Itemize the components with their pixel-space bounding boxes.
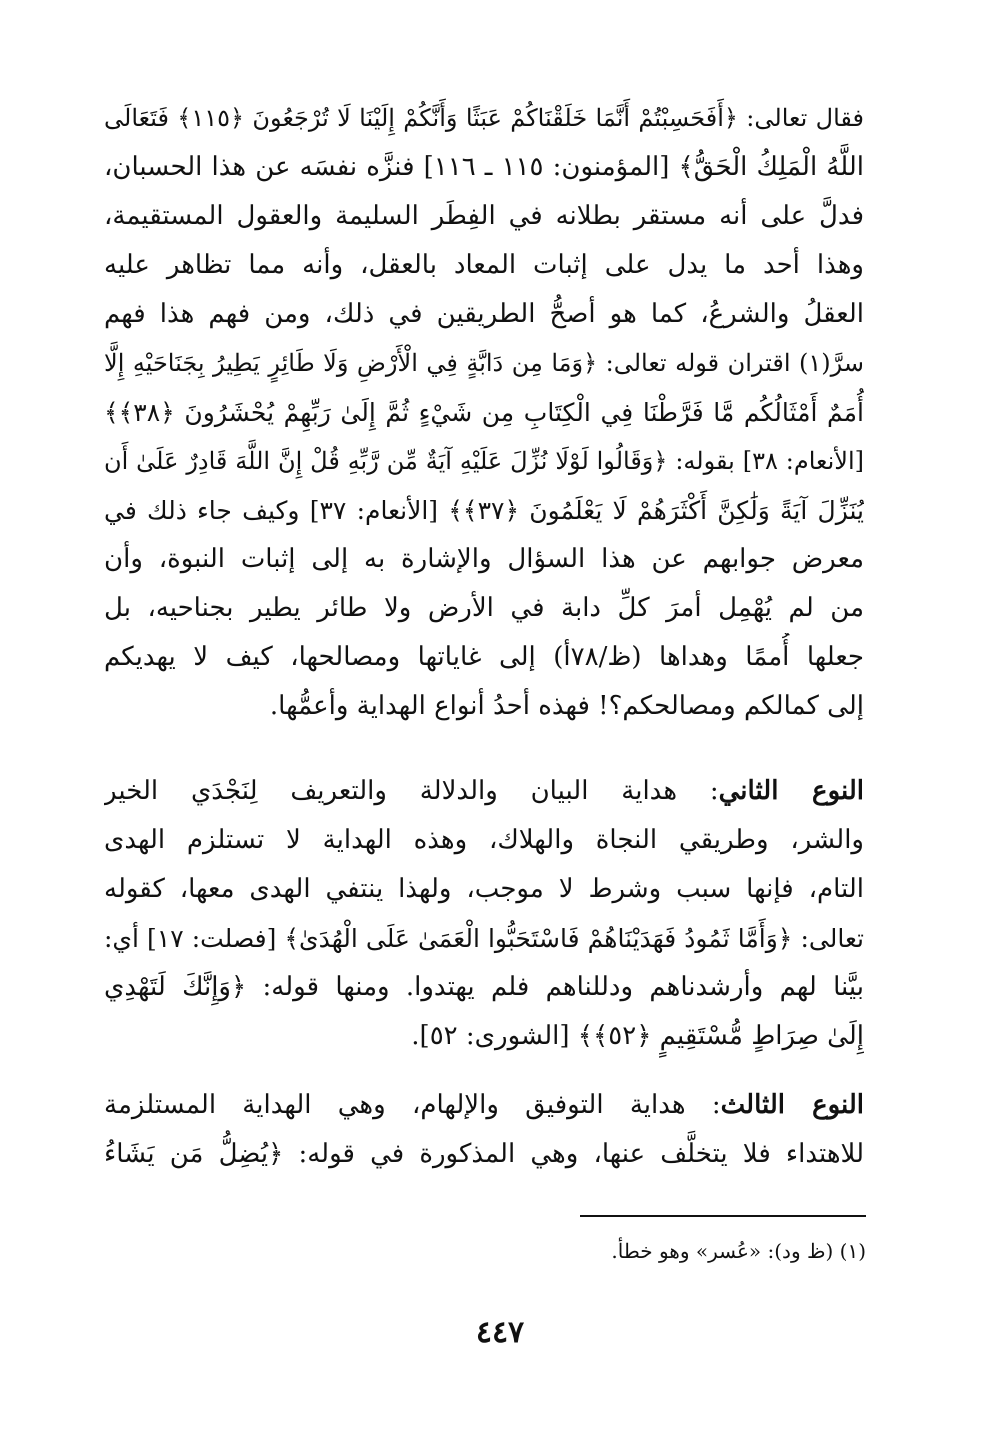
paragraph-3 — [104, 1081, 864, 1179]
text-line: إلى كمالكم ومصالحكم؟! فهذه أحدُ أنواع الهداية وأعمُّها. — [269, 691, 864, 721]
text-line: فدلَّ على أنه مستقر بطلانه في الفِطَر السليمة والعقول المستقيمة، — [104, 201, 864, 231]
text-line: فقال تعالى: ﴿أَفَحَسِبْتُمْ أَنَّمَا خَلَقْنَاكُمْ عَبَثًا وَأَنَّكُمْ إِلَيْنَا لَا تُرْجَعُونَ ﴿١١٥﴾ فَتَعَالَى — [104, 104, 864, 132]
footnote-separator — [580, 1215, 866, 1217]
text-line: : هداية التوفيق والإلهام، وهي الهداية المستلزمة — [104, 1090, 721, 1120]
text-line: اللَّهُ الْمَلِكُ الْحَقُّ﴾ [المؤمنون: ١١٥ ـ ١١٦] فنزَّه نفسَه عن هذا الحسبان، — [104, 152, 864, 182]
paragraph-2 — [104, 767, 864, 1061]
text-line: وهذا أحد ما يدل على إثبات المعاد بالعقل، وأنه مما تظاهر عليه — [104, 250, 864, 280]
text-line: إِلَىٰ صِرَاطٍ مُّسْتَقِيمٍ ﴿٥٢﴾﴾ [الشورى: ٥٢]. — [411, 1021, 864, 1051]
text-line-with-heading — [104, 767, 864, 816]
page-number: ٤٤٧ — [475, 1315, 525, 1350]
text-line-with-heading — [104, 1081, 864, 1130]
text-line: معرض جوابهم عن هذا السؤال والإشارة به إلى إثبات النبوة، وأن — [104, 544, 864, 574]
text-line: العقلُ والشرعُ، كما هو أصحُّ الطريقين في ذلك، ومن فهم هذا فهم — [104, 299, 864, 329]
text-line: تعالى: ﴿وَأَمَّا ثَمُودُ فَهَدَيْنَاهُمْ فَاسْتَحَبُّوا الْعَمَىٰ عَلَى الْهُدَىٰ﴾ [فصلت: ١٧] أي: — [104, 924, 864, 953]
text-line: التام، فإنها سبب وشرط لا موجب، ولهذا ينتفي الهدى معها، كقوله — [104, 874, 864, 904]
text-line: للاهتداء فلا يتخلَّف عنها، وهي المذكورة في قوله: ﴿يُضِلُّ مَن يَشَاءُ — [104, 1139, 864, 1169]
text-line: جعلها أُممًا وهداها (ظ/٧٨أ) إلى غاياتها ومصالحها، كيف لا يهديكم — [104, 642, 864, 672]
text-line: والشر، وطريقي النجاة والهلاك، وهذه الهداية لا تستلزم الهدى — [104, 825, 864, 855]
text-line: : هداية البيان والدلالة والتعريف لِنَجْدَي الخير — [104, 776, 719, 806]
text-line: [الأنعام: ٣٨] بقوله: ﴿وَقَالُوا لَوْلَا نُزِّلَ عَلَيْهِ آيَةٌ مِّن رَّبِّهِ قُلْ إِنَّ اللَّهَ قَادِرٌ عَلَىٰ أَن — [104, 447, 864, 475]
text-line: بيَّنا لهم وأرشدناهم ودللناهم فلم يهتدوا. ومنها قوله: ﴿وَإِنَّكَ لَتَهْدِي — [104, 972, 864, 1002]
text-line: يُنَزِّلَ آيَةً وَلَٰكِنَّ أَكْثَرَهُمْ لَا يَعْلَمُونَ ﴿٣٧﴾﴾ [الأنعام: ٣٧] وكيف جاء ذلك في — [104, 496, 864, 525]
text-line: سرَّ(١) اقتران قوله تعالى: ﴿وَمَا مِن دَابَّةٍ فِي الْأَرْضِ وَلَا طَائِرٍ يَطِيرُ بِجَنَاحَيْهِ إِلَّا — [104, 349, 864, 377]
section-heading: النوع الثالث — [720, 1090, 864, 1120]
footnote: (١) (ظ ود): «عُسر» وهو خطأ. — [611, 1239, 866, 1263]
paragraph-1 — [104, 94, 864, 731]
text-line: من لم يُهْمِل أمرَ كلِّ دابة في الأرض ولا طائر يطير بجناحيه، بل — [104, 593, 864, 623]
text-line: أُمَمٌ أَمْثَالُكُم مَّا فَرَّطْنَا فِي الْكِتَابِ مِن شَيْءٍ ثُمَّ إِلَىٰ رَبِّهِمْ يُحْشَرُونَ ﴿٣٨﴾﴾ — [104, 398, 864, 427]
section-heading: النوع الثاني — [718, 776, 864, 806]
